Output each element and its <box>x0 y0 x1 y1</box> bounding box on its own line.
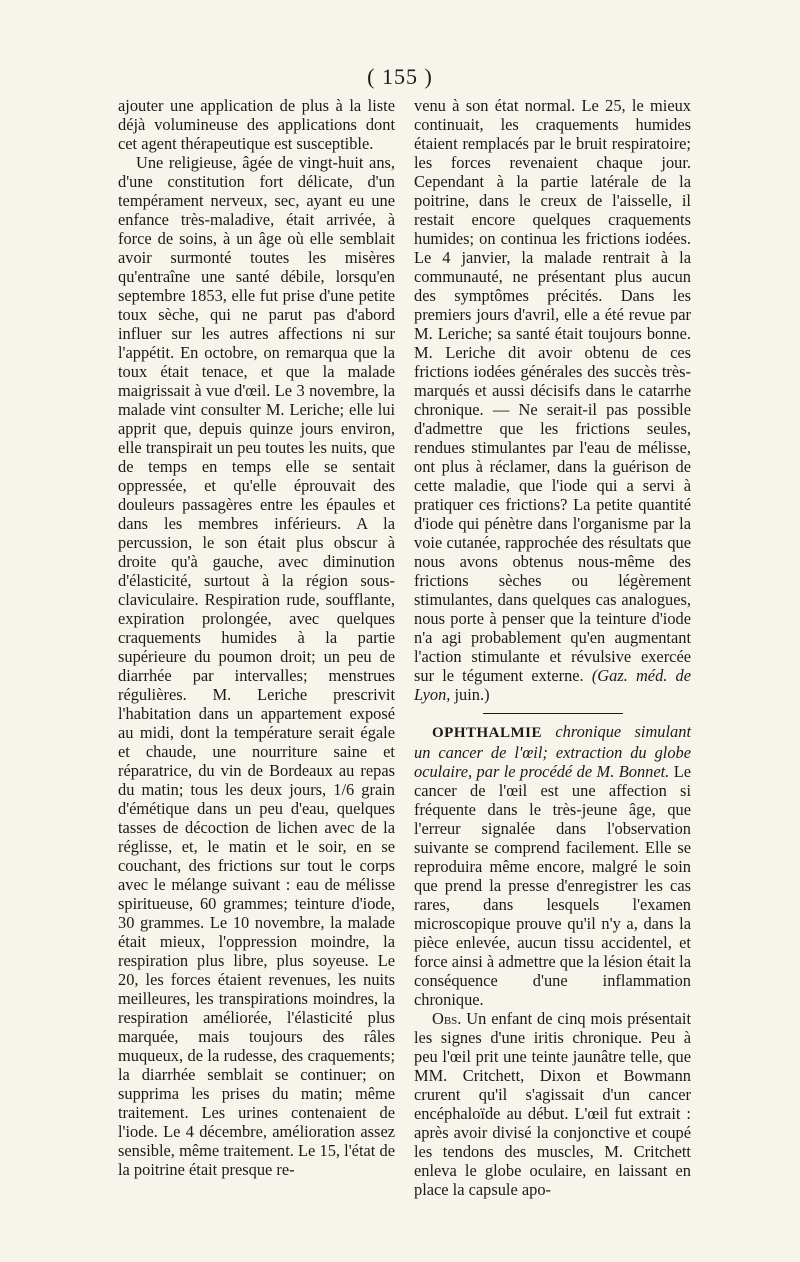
outcome-text: venu à son état normal. Le 25, le mieux continuait, les craquements humides étaient remplacés par le bruit respiratoire; les forces revenaient chaque jour. Cependant à la partie latérale de la poitrine, dans le creux de l'aisselle, il restait encore quelques craquements humides; on continua les frictions iodées. Le 4 janvier, la malade rentrait à la communauté, ne présentant plus aucun des symptômes précités. Dans les premiers jours d'avril, elle a été revue par M. Leriche; sa santé était toujours bonne. M. Leriche dit avoir obtenu de ces frictions iodées générales des succès très-marqués et aussi décisifs dans le catarrhe chronique. — Ne serait-il pas possible d'admettre que les frictions seules, rendues stimulantes par l'eau de mélisse, ont plus à réclamer, dans la guérison de cette maladie, que l'iode qui a servi à pratiquer ces frictions? La petite quantité d'iode qui pénètre dans l'organisme par la voie cutanée, rapprochée des résultats que nous avons obtenus nous-même des frictions sèches ou légèrement stimulantes, dans quelques cas analogues, nous porte à penser que la teinture d'iode n'a agi probablement qu'en augmentant l'action stimulante et révulsive exercée sur le tégument externe. <box>414 96 691 685</box>
left-column <box>118 96 395 1179</box>
citation-date: juin.) <box>450 685 490 704</box>
article-ophthalmie <box>414 722 691 1009</box>
section-divider <box>483 713 623 714</box>
paragraph-case-outcome <box>414 96 691 704</box>
article-body: Le cancer de l'œil est une affection si fréquente dans le très-jeune âge, que l'erreur signalée dans l'observation suivante se comprend facilement. Elle se reproduira même encore, malgré le soin que prend la presse d'enregistrer les cas rares, dans lesquels l'examen microscopique prouve qu'il n'y a, dans la pièce enlevée, aucun tissu accidentel, et force ainsi à admettre que la lésion était la conséquence d'une inflammation chronique. <box>414 762 691 1009</box>
obs-label: Obs. <box>432 1009 462 1028</box>
article-title-caps: OPHTHALMIE <box>432 725 543 741</box>
article-title-italic: chronique simulant un cancer de l'œil; extraction du globe oculaire, par le procédé de M. Bonnet. <box>414 722 691 781</box>
paragraph-observation <box>414 1009 691 1199</box>
observation-text: Un enfant de cinq mois présentait les signes d'une iritis chronique. Peu à peu l'œil prit une teinte jaunâtre telle, que MM. Critchett, Dixon et Bowmann crurent qu'il s'agissait d'un cancer encéphaloïde au début. L'œil fut extrait : après avoir divisé la conjonctive et coupé les tendons des muscles, M. Critchett enleva le globe oculaire, en laissant en place la capsule apo- <box>414 1009 691 1199</box>
right-column <box>414 96 691 1199</box>
paragraph-continuation: ajouter une application de plus à la liste déjà volumineuse des applications dont cet agent thérapeutique est susceptible. <box>118 96 395 153</box>
paragraph-case-report: Une religieuse, âgée de vingt-huit ans, d'une constitution fort délicate, d'un tempérament nerveux, sec, ayant eu une enfance très-maladive, était arrivée, à force de soins, à un âge où elle semblait avoir surmonté toutes les misères qu'entraîne une santé débile, lorsqu'en septembre 1853, elle fut prise d'une petite toux sèche, qui ne parut pas d'abord influer sur les autres affections ni sur l'appétit. En octobre, on remarqua que la toux était tenace, et que la malade maigrissait à vue d'œil. Le 3 novembre, la malade vint consulter M. Leriche; elle lui apprit que, depuis quinze jours environ, elle transpirait un peu toutes les nuits, que de temps en temps elle se sentait oppressée, et qu'elle éprouvait des douleurs passagères entre les épaules et dans les membres inférieurs. A la percussion, le son était plus obscur à droite qu'à gauche, avec diminution d'élasticité, surtout à la région sous-claviculaire. Respiration rude, soufflante, expiration prolongée, avec quelques craquements humides à la partie supérieure du poumon droit; un peu de diarrhée par intervalles; menstrues régulières. M. Leriche prescrivit l'habitation dans un appartement exposé au midi, dont la température serait égale et chaude, une nourriture saine et réparatrice, du vin de Bordeaux au repas du matin; tous les deux jours, 1/6 grain d'émétique dans un peu d'eau, quelques tasses de décoction de lichen avec de la réglisse, et, le matin et le soir, en se couchant, des frictions sur tout le corps avec le mélange suivant : eau de mélisse spiritueuse, 60 grammes; teinture d'iode, 30 grammes. Le 10 novembre, la malade était mieux, l'oppression moindre, la respiration plus libre, plus soyeuse. Le 20, les forces étaient revenues, les nuits meilleures, les transpirations moindres, la respiration améliorée, l'élasticité plus marquée, mais toujours des râles muqueux, de la rudesse, des craquements; la diarrhée semblait se continuer; on supprima les prises du matin; même traitement. Les urines contenaient de l'iode. Le 4 décembre, amélioration assez sensible, même traitement. Le 15, l'état de la poitrine était presque re- <box>118 153 395 1179</box>
citation-source: (Gaz. méd. de Lyon, <box>414 666 691 704</box>
page-number: ( 155 ) <box>367 64 433 89</box>
